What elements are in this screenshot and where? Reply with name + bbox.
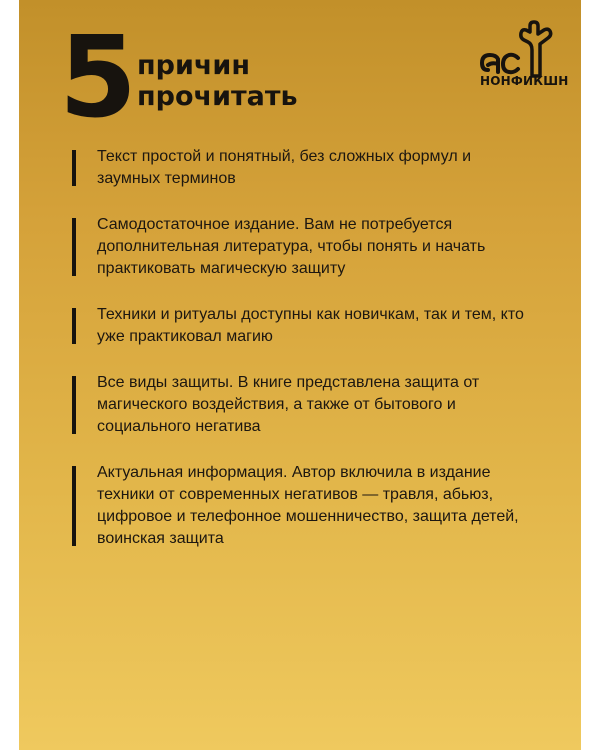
reason-bar [72,308,76,344]
reason-text: Самодостаточное издание. Вам не потребуется дополнительная литература, чтобы понять и начать практиковать магическую защиту [97,216,486,277]
reasons-count: 5 [59,13,135,143]
reason-bar [72,150,76,186]
reason-item-1 [72,146,532,190]
title-line-1: причин [137,50,251,81]
title-line-2: прочитать [137,81,298,112]
reason-item-4 [72,372,532,438]
reason-text: Актуальная информация. Автор включила в издание техники от современных негативов — травля, абьюз, цифровое и телефонное мошенничество, защита детей, воинская защита [97,464,519,547]
reason-bar [72,218,76,276]
reason-item-3 [72,304,532,348]
ast-logo-icon [478,20,560,78]
reason-bar [72,376,76,434]
reason-text: Все виды защиты. В книге представлена защита от магического воздействия, а также от бытового и социального негатива [97,374,480,435]
promo-card [19,0,581,750]
reason-item-5 [72,462,532,550]
reason-text: Текст простой и понятный, без сложных формул и заумных терминов [97,148,472,187]
page-title [137,50,298,112]
publisher-subtitle: НОНФИКШН [480,74,569,88]
reason-text: Техники и ритуалы доступны как новичкам, так и тем, кто уже практиковал магию [97,306,524,345]
reasons-list [72,146,532,574]
publisher-logo [478,20,569,100]
reason-item-2 [72,214,532,280]
reason-bar [72,466,76,546]
